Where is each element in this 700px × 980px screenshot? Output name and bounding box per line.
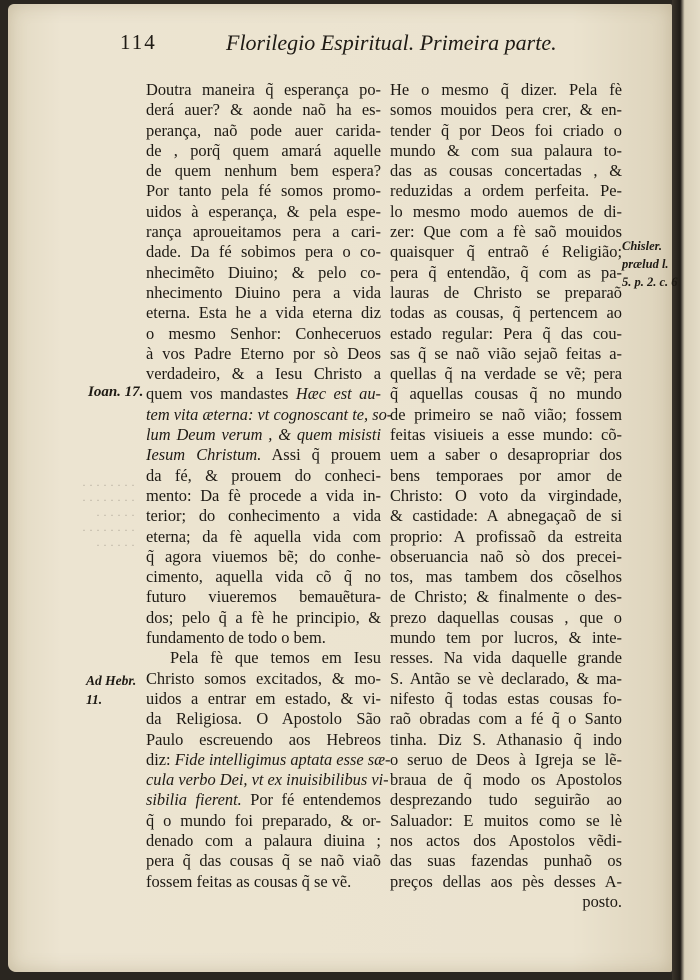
adjacent-page-edge <box>672 0 700 980</box>
text-line <box>390 181 622 201</box>
text-line <box>390 648 622 668</box>
text-line <box>390 283 622 303</box>
text-line <box>146 404 393 425</box>
latin-quotation: Iesum Christum. <box>146 445 262 465</box>
line-text: estado regular: Pera q̃ das cou- <box>390 323 622 343</box>
line-text: lauras de Christo se preparaõ <box>390 282 622 302</box>
text-line <box>146 202 381 222</box>
line-text: todas as cousas, q̃ pertencem ao <box>390 303 622 323</box>
text-line <box>146 811 381 831</box>
text-line <box>146 222 381 242</box>
line-text: tos, mas tambem dos cõselhos <box>390 567 622 587</box>
text-line <box>390 892 622 912</box>
line-text: o mesmo Senhor: Conheceruos <box>146 323 381 343</box>
margin-note-text: 11. <box>86 692 103 707</box>
text-line <box>390 141 622 161</box>
margin-note-chisler <box>622 237 678 291</box>
line-text: zer: Que com a fè saõ mouidos <box>390 222 622 242</box>
text-line <box>146 425 381 445</box>
line-text: das as cousas concertadas , & <box>390 161 622 181</box>
line-text: He o mesmo q̃ dizer. Pela fè <box>390 80 622 99</box>
line-text: cimento, aquella vida cõ q̃ no <box>146 567 381 587</box>
text-line <box>146 324 381 344</box>
line-text: Saluador: E muitos como se lè <box>390 810 622 830</box>
text-line <box>390 872 622 892</box>
text-line <box>146 749 391 770</box>
text-line <box>146 181 381 201</box>
line-text: pera q̃ das cousas q̃ se naõ viaõ <box>146 851 381 871</box>
line-text: tender q̃ por Deos foi criado o <box>390 120 622 140</box>
margin-note-text: Chisler. <box>622 239 662 253</box>
line-text: terior; do conhecimento a vida <box>146 506 381 526</box>
text-line <box>390 689 622 709</box>
line-text: Por fé entendemos <box>241 790 381 810</box>
line-text: feitas visiueis a esse mundo: cõ- <box>390 425 622 445</box>
text-line <box>390 80 622 100</box>
text-line <box>390 445 622 465</box>
text-line <box>146 608 381 628</box>
line-text: pera q̃ entendão, q̃ com as pa- <box>390 262 622 282</box>
text-column-right <box>390 80 622 912</box>
line-text: Por tanto pela fé somos promo- <box>146 181 381 201</box>
text-line <box>146 486 381 506</box>
show-through-text: · · · · · · · · · · · · · · · · · · · · · · · · · · · · · · · · · · · · <box>82 478 135 552</box>
text-line <box>146 263 381 283</box>
margin-note-text: prælud l. <box>622 257 669 271</box>
text-line <box>146 242 381 262</box>
margin-note-text: Ad Hebr. <box>86 673 137 688</box>
text-line <box>146 831 381 851</box>
line-text: desprezando tudo seguirão ao <box>390 790 622 810</box>
line-text: Christo: O voto da virgindade, <box>390 485 622 505</box>
line-text: Christo somos excitados, & mo- <box>146 668 381 688</box>
line-text: Assi q̃ prouem <box>261 445 381 465</box>
text-line <box>390 303 622 323</box>
line-text: eterna. Esta he a vida eterna diz <box>146 303 381 323</box>
line-text: à vos Padre Eterno por sò Deos <box>146 343 381 363</box>
text-line <box>390 750 622 770</box>
line-text: q̃ aquellas cousas q̃ no mundo <box>390 384 622 404</box>
line-text: da Religiosa. O Apostolo São <box>146 709 381 729</box>
text-line <box>146 161 381 181</box>
line-text: & castidade: A abnegaçaõ de si <box>390 506 622 526</box>
line-text: quellas q̃ na verdade se vẽ; pera <box>390 364 622 384</box>
text-line <box>390 608 622 628</box>
latin-quotation: lum Deum verum , & quem misisti <box>146 425 381 445</box>
line-text: resses. Na vida daquelle grande <box>390 648 622 668</box>
text-line <box>390 527 622 547</box>
line-text: nhecimẽto Diuino; & pelo co- <box>146 262 381 282</box>
text-line <box>390 161 622 181</box>
line-text: fundamento de todo o bem. <box>146 628 326 648</box>
text-line <box>390 669 622 689</box>
margin-note-hebr <box>86 671 136 709</box>
page-header <box>120 30 580 60</box>
text-line <box>146 344 381 364</box>
line-text: derá auer? & aonde naõ ha es- <box>146 100 381 120</box>
text-line <box>146 587 381 607</box>
line-text: futuro viueremos bemauẽtura- <box>146 587 381 607</box>
line-text: mundo tem por lucros, & inte- <box>390 628 622 648</box>
line-text: diz: <box>146 749 175 769</box>
latin-quotation: Fide intelligimus aptata esse sæ- <box>174 749 391 769</box>
margin-note-text: 5. p. 2. c. 6 <box>622 275 678 289</box>
text-line <box>146 851 381 871</box>
line-text: Pela fè que temos em Iesu <box>170 648 381 668</box>
line-text: lo mesmo modo auemos de di- <box>390 201 622 221</box>
text-line <box>146 547 381 567</box>
line-text: q̃ o mundo foi preparado, & or- <box>146 810 381 830</box>
text-line <box>146 364 381 384</box>
text-line <box>390 851 622 871</box>
line-text: q̃ agora viuemos bẽ; do conhe- <box>146 546 381 566</box>
text-line <box>390 709 622 729</box>
latin-quotation: sibilia fierent. <box>146 790 242 810</box>
text-line <box>146 141 381 161</box>
text-line <box>390 344 622 364</box>
text-line <box>146 709 381 729</box>
line-text: braua de q̃ modo os Apostolos <box>390 770 622 790</box>
text-line <box>146 730 381 750</box>
text-line <box>390 770 622 790</box>
line-text: tinha. Diz S. Athanasio q̃ indo <box>390 729 622 749</box>
margin-note-ioan <box>88 383 143 402</box>
line-text: quaisquer q̃ entraõ é Religião; <box>390 242 622 262</box>
text-line <box>390 811 622 831</box>
text-line <box>146 527 381 547</box>
line-text: verdadeiro, & a Iesu Christo a <box>146 364 381 384</box>
text-line <box>390 831 622 851</box>
line-text: uidos à esperança, & pela espe- <box>146 201 381 221</box>
text-line <box>146 445 381 465</box>
text-line <box>146 100 381 120</box>
line-text: proprio: A profissaõ da estreita <box>390 526 622 546</box>
text-line <box>390 567 622 587</box>
text-line <box>390 547 622 567</box>
text-line <box>146 80 381 100</box>
text-line <box>390 587 622 607</box>
text-line <box>146 283 381 303</box>
line-text: Paulo escreuendo aos Hebreos <box>146 729 381 749</box>
text-line <box>146 669 381 689</box>
text-line <box>146 567 381 587</box>
text-line <box>390 121 622 141</box>
line-text: dade. Da fé sobimos pera o co- <box>146 242 381 262</box>
line-text: das suas fazendas punhaõ os <box>390 851 622 871</box>
latin-quotation: tem vita æterna: vt cognoscant te, so- <box>146 404 393 424</box>
text-line <box>390 100 622 120</box>
line-text: de , porq̃ quem amará aquelle <box>146 140 381 160</box>
text-line <box>390 730 622 750</box>
text-line <box>390 486 622 506</box>
text-line <box>146 121 381 141</box>
line-text: de primeiro se naõ vião; fossem <box>390 404 622 424</box>
text-line <box>146 790 381 810</box>
margin-note-text: Ioan. 17. <box>88 384 144 400</box>
text-line <box>146 303 381 323</box>
line-text: posto. <box>582 891 622 911</box>
text-line <box>390 242 622 262</box>
line-text: rança aproueitamos pera a cari- <box>146 222 381 242</box>
text-line <box>146 384 381 404</box>
line-text: mundo & com sua palaura to- <box>390 140 622 160</box>
line-text: nhecimento Diuino pera a vida <box>146 282 381 302</box>
line-text: o seruo de Deos à Igreja se lẽ- <box>390 749 622 769</box>
latin-quotation: Hæc est au- <box>295 384 381 404</box>
line-text: quem vos mandastes <box>146 384 296 404</box>
line-text: denado com a palaura diuina ; <box>146 830 381 850</box>
page-number: 114 <box>120 30 157 54</box>
line-text: somos mouidos pera crer, & en- <box>390 100 622 120</box>
text-line <box>390 506 622 526</box>
text-line <box>146 466 381 486</box>
text-column-left <box>146 80 393 892</box>
line-text: da fé, & prouem do conheci- <box>146 465 381 485</box>
text-line <box>146 648 381 668</box>
line-text: preços dellas aos pès desses A- <box>390 871 622 891</box>
line-text: raõ obradas com a fé q̃ o Santo <box>390 709 622 729</box>
line-text: uidos a entrar em estado, & vi- <box>146 688 381 708</box>
line-text: Doutra maneira q̃ esperança po- <box>146 80 381 99</box>
text-line <box>390 222 622 242</box>
text-line <box>146 506 381 526</box>
latin-quotation: cula verbo Dei, vt ex inuisibilibus vi- <box>146 770 389 790</box>
text-line <box>146 872 381 892</box>
line-text: nos actos dos Apostolos vẽdi- <box>390 830 622 850</box>
text-line <box>390 466 622 486</box>
line-text: mento: Da fè procede a vida in- <box>146 485 381 505</box>
line-text: uem a saber o desapropriar dos <box>390 445 622 465</box>
line-text: bens temporaes por amor de <box>390 465 622 485</box>
line-text: obseruancia naõ sò dos precei- <box>390 546 622 566</box>
line-text: eterna; da fè aquella vida com <box>146 526 381 546</box>
text-line <box>146 628 381 648</box>
line-text: de quem nenhum bem espera? <box>146 161 381 181</box>
line-text: sas q̃ se naõ vião sejaõ feitas a- <box>390 343 622 363</box>
line-text: fossem feitas as cousas q̃ se vẽ. <box>146 871 352 891</box>
text-line <box>146 770 389 790</box>
text-line <box>390 263 622 283</box>
text-line <box>390 790 622 810</box>
text-line <box>390 405 622 425</box>
line-text: prezo daquellas cousas , que o <box>390 607 622 627</box>
line-text: reduzidas a ordem perfeita. Pe- <box>390 181 622 201</box>
line-text: perança, naõ pode auer carida- <box>146 120 381 140</box>
line-text: dos; pelo q̃ a fè he principio, & <box>146 607 381 627</box>
text-line <box>146 689 381 709</box>
text-line <box>390 202 622 222</box>
line-text: nifesto q̃ todas estas cousas fo- <box>390 688 622 708</box>
running-head: Florilegio Espiritual. Primeira parte. <box>226 30 557 55</box>
line-text: de Christo; & finalmente o des- <box>390 587 622 607</box>
text-line <box>390 628 622 648</box>
text-line <box>390 425 622 445</box>
text-line <box>390 324 622 344</box>
text-line <box>390 364 622 384</box>
line-text: S. Antão se vè declarado, & ma- <box>390 668 622 688</box>
text-line <box>390 384 622 404</box>
